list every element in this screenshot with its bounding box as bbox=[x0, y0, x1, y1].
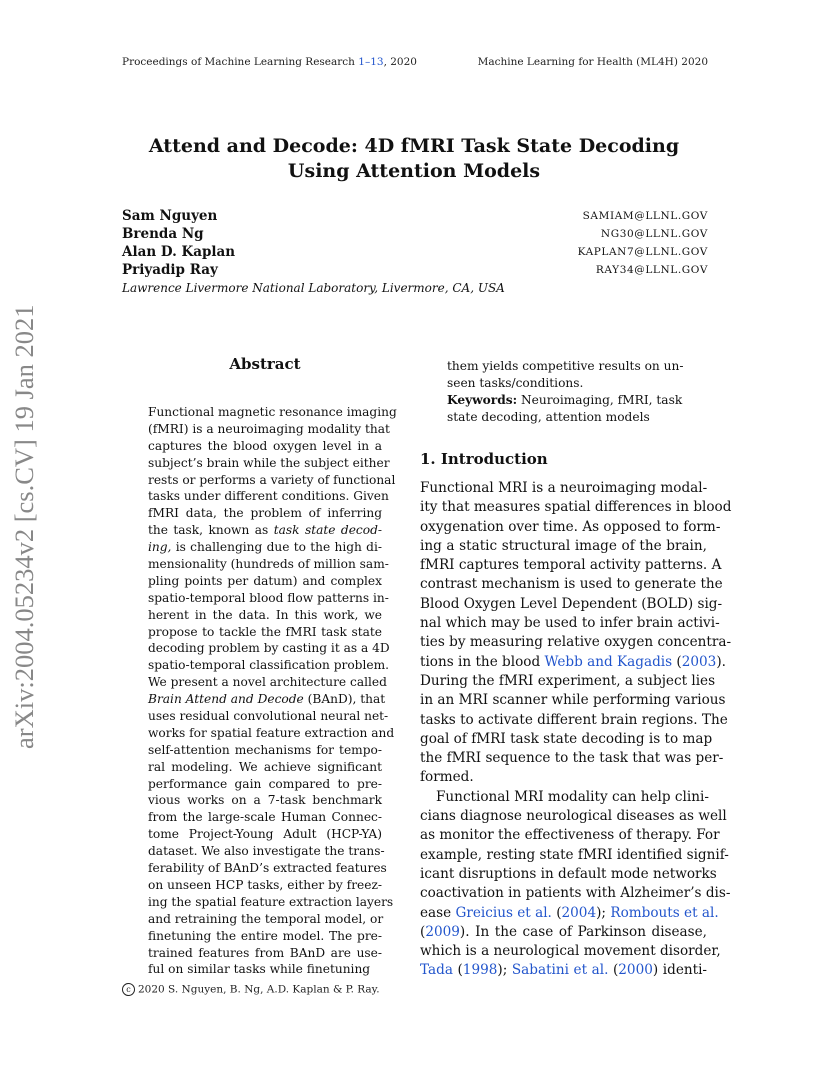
abstract-line: rests or performs a variety of functional bbox=[148, 472, 396, 487]
author-row bbox=[122, 225, 708, 243]
keywords-line bbox=[447, 392, 683, 409]
author-name: Priyadip Ray bbox=[122, 262, 218, 278]
abstract-line: uses residual convolutional neural net- bbox=[148, 709, 389, 724]
header-year: , 2020 bbox=[383, 56, 417, 68]
intro-text: In the case of Parkinson disease, bbox=[475, 923, 708, 940]
intro-line-with-citation: tions in the blood Webb and Kagadis (2003). bbox=[420, 653, 726, 670]
arxiv-stamp: arXiv:2004.05234v2 [cs.CV] 19 Jan 2021 bbox=[9, 304, 39, 750]
title-line-1: Attend and Decode: 4D fMRI Task State Decoding bbox=[148, 135, 680, 157]
intro-line: coactivation in patients with Alzheimer’s dis- bbox=[420, 885, 731, 902]
author-email: SAMIAM@LLNL.GOV bbox=[582, 210, 708, 222]
copyright-footer bbox=[122, 983, 380, 996]
abstract-line: ing the spatial feature extraction layers bbox=[148, 894, 394, 909]
abstract-line: from the large-scale Human Connec- bbox=[148, 810, 382, 825]
citation-rombouts-year-link[interactable]: 2009 bbox=[425, 923, 460, 940]
abstract-line: ful on similar tasks while finetuning bbox=[148, 962, 371, 977]
author-row bbox=[122, 261, 708, 279]
header-proceedings: Proceedings of Machine Learning Research bbox=[122, 56, 359, 68]
affiliation: Lawrence Livermore National Laboratory, Livermore, CA, USA bbox=[122, 281, 505, 295]
intro-paragraph-1 bbox=[420, 479, 732, 981]
abstract-line: on unseen HCP tasks, either by freez- bbox=[148, 877, 382, 892]
abstract-line: (fMRI) is a neuroimaging modality that bbox=[148, 421, 390, 436]
citation-greicius-link[interactable]: Greicius et al. bbox=[455, 904, 552, 921]
abstract-line: mensionality (hundreds of million sam- bbox=[148, 557, 389, 572]
intro-line: which is a neurological movement disorder, bbox=[420, 943, 721, 960]
abstract-line: herent in the data. In this work, we bbox=[148, 607, 382, 622]
author-row bbox=[122, 243, 708, 261]
intro-text: tions in the blood bbox=[420, 653, 545, 670]
abstract-line: trained features from BAnD are use- bbox=[148, 945, 382, 960]
intro-line: Functional MRI modality can help clini- bbox=[436, 788, 709, 805]
intro-line: the fMRI sequence to the task that was per- bbox=[420, 750, 724, 767]
abstract-line: tasks under different conditions. Given bbox=[148, 489, 389, 504]
intro-line: icant disruptions in default mode networks bbox=[420, 865, 717, 882]
abstract-line: the task, known as task state decod- bbox=[148, 523, 382, 538]
author-name: Alan D. Kaplan bbox=[122, 244, 236, 260]
abstract-line: finetuning the entire model. The pre- bbox=[148, 928, 382, 943]
running-header-left bbox=[122, 56, 417, 68]
citation-sabatini-year-link[interactable]: 2000 bbox=[618, 962, 653, 979]
running-header-right: Machine Learning for Health (ML4H) 2020 bbox=[477, 56, 708, 68]
intro-line: Blood Oxygen Level Dependent (BOLD) sig- bbox=[420, 595, 723, 612]
intro-line: as monitor the effectiveness of therapy. For bbox=[420, 827, 720, 844]
intro-line-with-citation: (2009). In the case of Parkinson disease, bbox=[420, 923, 708, 940]
header-pages-link[interactable]: 1–13 bbox=[358, 56, 384, 68]
author-email: NG30@LLNL.GOV bbox=[600, 228, 708, 240]
citation-sabatini-link[interactable]: Sabatini et al. bbox=[511, 962, 609, 979]
citation-webb-link[interactable]: Webb and Kagadis bbox=[544, 653, 673, 670]
abstract-body bbox=[148, 404, 397, 978]
abstract-line: spatio-temporal classification problem. bbox=[148, 658, 390, 673]
abstract-line: tome Project-Young Adult (HCP-YA) bbox=[148, 827, 382, 842]
intro-line: ing a static structural image of the brain, bbox=[420, 537, 707, 554]
intro-line: Functional MRI is a neuroimaging modal- bbox=[420, 480, 708, 496]
citation-tada-year-link[interactable]: 1998 bbox=[462, 962, 498, 979]
citation-webb-year-link[interactable]: 2003 bbox=[681, 653, 717, 670]
abstract-line: Brain Attend and Decode (BAnD), that bbox=[148, 692, 386, 707]
abstract-line: pling points per datum) and complex bbox=[148, 573, 382, 588]
intro-line-with-citation: Tada (1998); Sabatini et al. (2000) identi- bbox=[420, 962, 708, 979]
intro-line: oxygenation over time. As opposed to form- bbox=[420, 518, 721, 535]
intro-line: in an MRI scanner while performing various bbox=[420, 692, 726, 709]
abstract-line: fMRI data, the problem of inferring bbox=[148, 506, 382, 521]
copyright-text: 2020 S. Nguyen, B. Ng, A.D. Kaplan & P. Ray. bbox=[138, 983, 380, 996]
abstract-line: and retraining the temporal model, or bbox=[148, 911, 384, 926]
author-block bbox=[122, 207, 708, 295]
abstract-line: vious works on a 7-task benchmark bbox=[148, 793, 382, 808]
citation-rombouts-link[interactable]: Rombouts et al. bbox=[610, 904, 719, 921]
abstract-line: ral modeling. We achieve significant bbox=[148, 759, 382, 774]
abstract-line: works for spatial feature extraction and bbox=[148, 725, 395, 740]
intro-line: contrast mechanism is used to generate the bbox=[420, 576, 723, 593]
abstract-line: self-attention mechanisms for tempo- bbox=[148, 742, 382, 757]
intro-line-with-citation: ease Greicius et al. (2004); Rombouts et al. bbox=[420, 904, 719, 921]
author-name: Brenda Ng bbox=[122, 226, 204, 242]
citation-greicius-year-link[interactable]: 2004 bbox=[561, 904, 597, 921]
copyright-icon: c bbox=[122, 983, 135, 996]
abstract-line: them yields competitive results on un- bbox=[447, 359, 684, 373]
intro-line: cians diagnose neurological diseases as well bbox=[420, 808, 727, 825]
intro-line: goal of fMRI task state decoding is to map bbox=[420, 730, 713, 747]
abstract-line: ferability of BAnD’s extracted features bbox=[148, 861, 387, 876]
intro-line: tasks to activate different brain regions. The bbox=[420, 711, 728, 728]
author-row bbox=[122, 207, 708, 225]
title-line-2: Using Attention Models bbox=[287, 160, 541, 182]
citation-tada-link[interactable]: Tada bbox=[420, 962, 453, 979]
author-email: RAY34@LLNL.GOV bbox=[595, 264, 708, 276]
abstract-line: We present a novel architecture called bbox=[148, 675, 387, 690]
abstract-line: propose to tackle the fMRI task state bbox=[148, 624, 382, 639]
abstract-line: decoding problem by casting it as a 4D bbox=[148, 641, 390, 656]
abstract-line: subject’s brain while the subject either bbox=[148, 455, 390, 470]
intro-line: ties by measuring relative oxygen concentra- bbox=[420, 634, 732, 651]
intro-line: formed. bbox=[420, 769, 474, 786]
intro-text: identi- bbox=[662, 962, 708, 979]
intro-line: ity that measures spatial differences in blood bbox=[420, 499, 732, 516]
section-heading-introduction: 1. Introduction bbox=[420, 450, 548, 468]
abstract-heading: Abstract bbox=[229, 355, 301, 373]
keywords-label: Keywords: bbox=[447, 392, 518, 407]
intro-line: nal which may be used to infer brain activi- bbox=[420, 615, 720, 632]
author-name: Sam Nguyen bbox=[122, 208, 218, 224]
intro-line: fMRI captures temporal activity patterns. A bbox=[420, 557, 722, 574]
abstract-line: performance gain compared to pre- bbox=[148, 776, 382, 791]
keywords-line: state decoding, attention models bbox=[447, 409, 650, 424]
author-email: KAPLAN7@LLNL.GOV bbox=[577, 246, 708, 258]
abstract-line: ing, is challenging due to the high di- bbox=[148, 540, 382, 555]
abstract-line: Functional magnetic resonance imaging bbox=[148, 405, 397, 419]
intro-line: During the fMRI experiment, a subject lies bbox=[420, 672, 716, 689]
abstract-line: seen tasks/conditions. bbox=[447, 375, 584, 390]
abstract-line: captures the blood oxygen level in a bbox=[148, 438, 382, 453]
paper-title bbox=[0, 134, 828, 184]
abstract-line: spatio-temporal blood flow patterns in- bbox=[148, 590, 389, 605]
intro-text: ease bbox=[420, 904, 456, 921]
keywords-values: Neuroimaging, fMRI, task bbox=[517, 392, 683, 407]
abstract-continuation bbox=[447, 358, 684, 426]
intro-line: example, resting state fMRI identified signif- bbox=[420, 846, 729, 863]
abstract-line: dataset. We also investigate the trans- bbox=[148, 844, 385, 859]
